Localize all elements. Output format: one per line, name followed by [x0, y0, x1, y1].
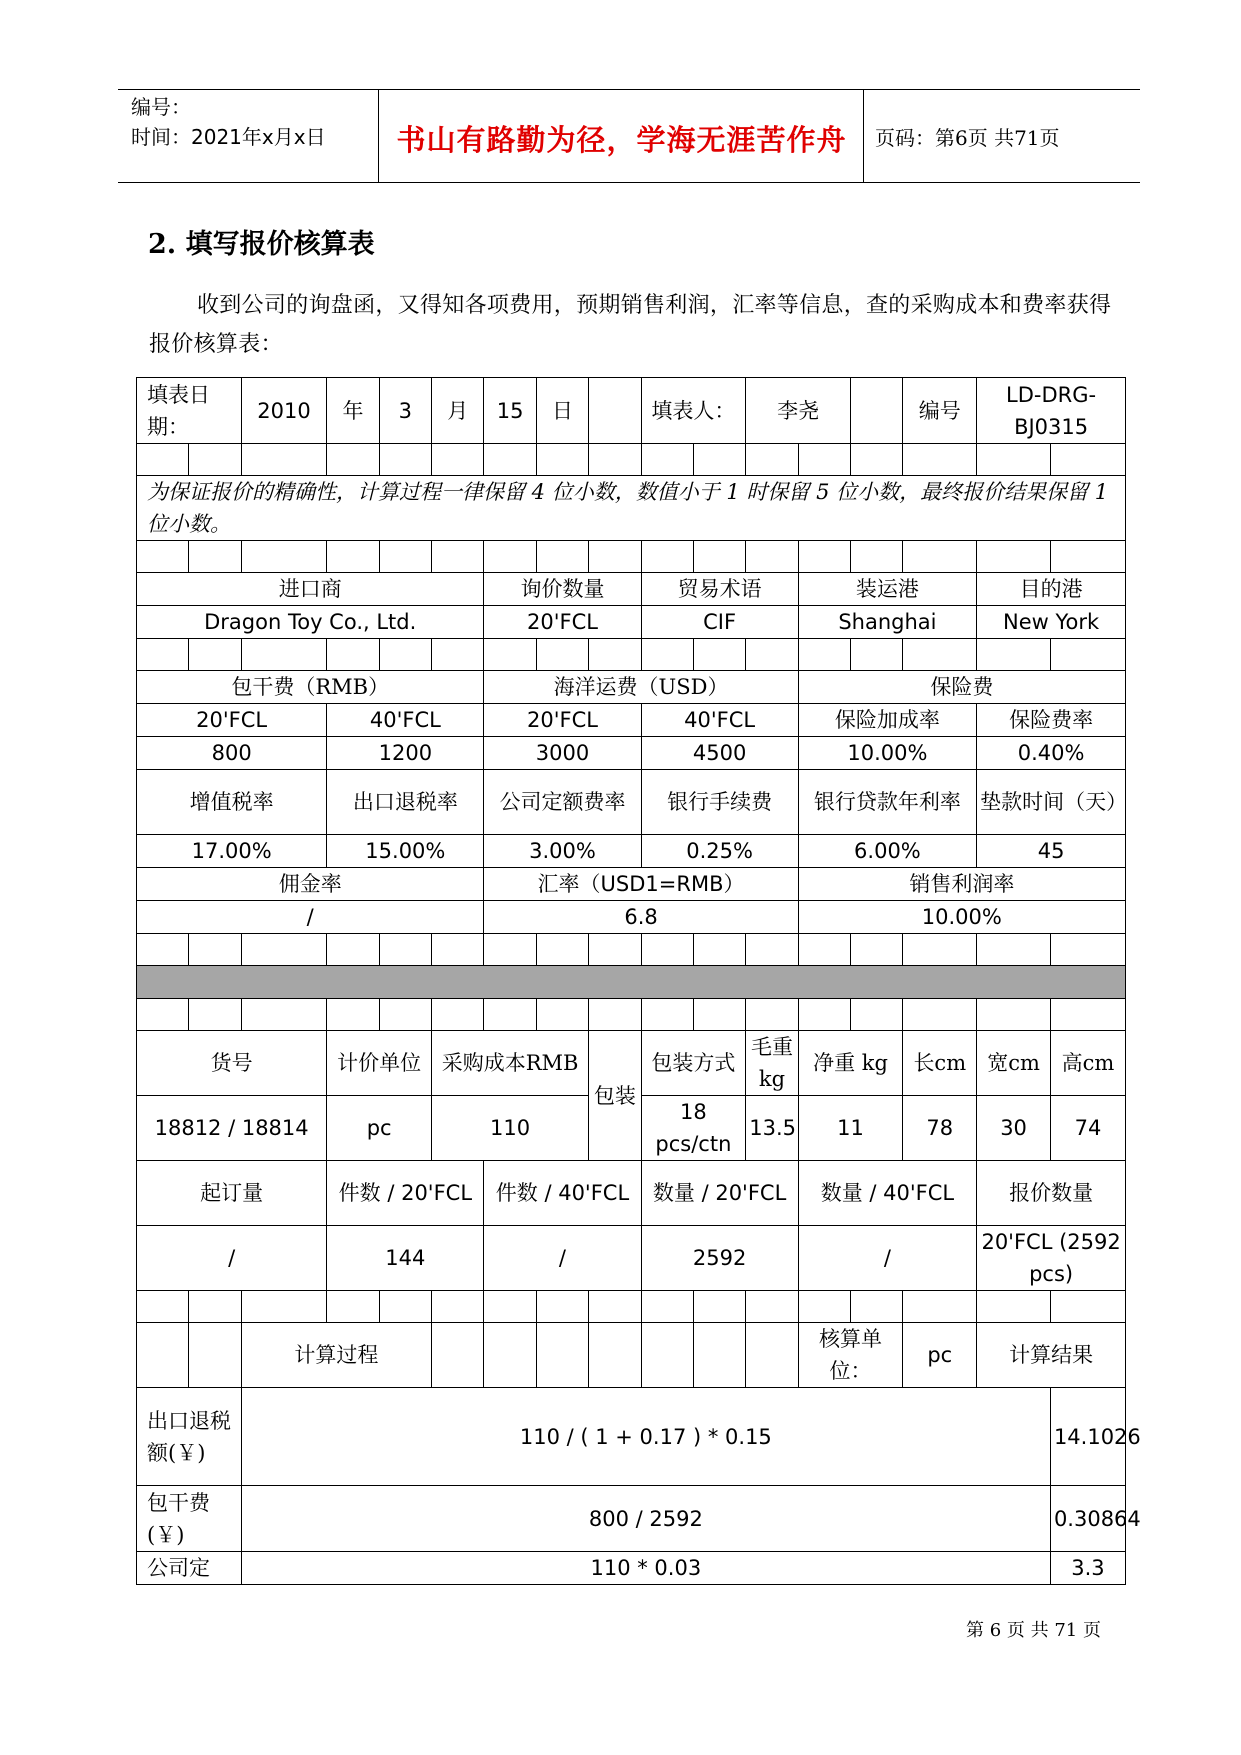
fee-value: 3000 [484, 737, 641, 770]
calc-result: 14.1026 [1050, 1388, 1125, 1486]
calc-item-name: 公司定 [137, 1552, 242, 1585]
qty-header: 数量 / 40'FCL [798, 1161, 977, 1226]
table-row [137, 1161, 1126, 1226]
blank-cell [189, 1323, 241, 1388]
product-value: 30 [977, 1096, 1051, 1161]
month-unit: 月 [432, 378, 484, 444]
destination-value: New York [977, 606, 1126, 639]
blank-cell [693, 1323, 745, 1388]
calc-formula: 800 / 2592 [241, 1486, 1050, 1552]
fee-sub-header: 保险费率 [977, 704, 1126, 737]
calc-formula: 110 * 0.03 [241, 1552, 1050, 1585]
rate-value: 15.00% [327, 835, 484, 868]
product-value: 18 pcs/ctn [641, 1096, 746, 1161]
table-row [137, 1552, 1126, 1585]
table-row [137, 999, 1126, 1031]
trade-header: 装运港 [798, 573, 977, 606]
table-row [137, 1226, 1126, 1291]
product-value: 110 [432, 1096, 589, 1161]
port-of-loading-value: Shanghai [798, 606, 977, 639]
product-value: 78 [903, 1096, 977, 1161]
year-unit: 年 [327, 378, 379, 444]
blank-cell [432, 1323, 484, 1388]
calc-result: 0.30864 [1050, 1486, 1125, 1552]
filler-name: 李尧 [746, 378, 851, 444]
trade-header: 询价数量 [484, 573, 641, 606]
rate-value: 0.25% [641, 835, 798, 868]
profit-rate-value: 10.00% [798, 901, 1125, 934]
product-value: pc [327, 1096, 432, 1161]
table-row [137, 606, 1126, 639]
fee-sub-header: 40'FCL [327, 704, 484, 737]
trade-header: 进口商 [137, 573, 484, 606]
table-row [137, 476, 1126, 541]
commission-value: / [137, 901, 484, 934]
table-row [137, 934, 1126, 966]
section-title: 2. 填写报价核算表 [148, 229, 375, 260]
page-header [118, 89, 1140, 183]
table-row [137, 835, 1126, 868]
blank-cell [484, 1323, 536, 1388]
header-page-number: 页码：第6页 共71页 [875, 126, 1060, 150]
intro-paragraph: 收到公司的询盘函，又得知各项费用，预期销售利润，汇率等信息，查的采购成本和费率获得报价核算表： [149, 293, 1112, 357]
fee-value: 4500 [641, 737, 798, 770]
blank-cell [589, 378, 641, 444]
qty-header: 件数 / 20'FCL [327, 1161, 484, 1226]
product-header: 高cm [1050, 1031, 1125, 1096]
table-row [137, 868, 1126, 901]
table-row [137, 378, 1126, 444]
rate-header: 公司定额费率 [484, 770, 641, 835]
product-header: 包装方式 [641, 1031, 746, 1096]
day-cell: 15 [484, 378, 536, 444]
table-row [137, 444, 1126, 476]
product-header: 计价单位 [327, 1031, 432, 1096]
fee-group-header: 包干费（RMB） [137, 671, 484, 704]
fee-sub-header: 20'FCL [484, 704, 641, 737]
filler-label: 填表人： [641, 378, 746, 444]
table-row [137, 639, 1126, 671]
quotation-table [136, 377, 1141, 1585]
qty-value: / [137, 1226, 327, 1291]
rate-value: 45 [977, 835, 1126, 868]
product-header: 净重 kg [798, 1031, 903, 1096]
rate-header: 增值税率 [137, 770, 327, 835]
trade-term-value: CIF [641, 606, 798, 639]
calc-formula: 110 / ( 1 + 0.17 ) * 0.15 [241, 1388, 1050, 1486]
code-value: LD-DRG-BJ0315 [977, 378, 1126, 444]
fee-value: 10.00% [798, 737, 977, 770]
qty-value: 20'FCL (2592 pcs) [977, 1226, 1126, 1291]
month-cell: 3 [379, 378, 431, 444]
exchange-rate-value: 6.8 [484, 901, 798, 934]
product-header: 包装 [589, 1031, 641, 1161]
product-header: 货号 [137, 1031, 327, 1096]
rate-header: 出口退税率 [327, 770, 484, 835]
qty-header: 数量 / 20'FCL [641, 1161, 798, 1226]
code-label: 编号 [903, 378, 977, 444]
misc-header: 佣金率 [137, 868, 484, 901]
product-value: 13.5 [746, 1096, 798, 1161]
header-divider [863, 90, 864, 182]
table-row [137, 573, 1126, 606]
misc-header: 汇率（USD1=RMB） [484, 868, 798, 901]
precision-note: 为保证报价的精确性，计算过程一律保留 4 位小数，数值小于 1 时保留 5 位小数，最终报价结果保留 1 位小数。 [137, 476, 1126, 541]
table-row [137, 966, 1126, 999]
blank-cell [137, 1323, 189, 1388]
table-row [137, 737, 1126, 770]
calc-item-name: 包干费(￥) [137, 1486, 242, 1552]
trade-header: 目的港 [977, 573, 1126, 606]
calc-result-label: 计算结果 [977, 1323, 1126, 1388]
table-row [137, 671, 1126, 704]
table-row [137, 1031, 1126, 1096]
calc-unit-label: 核算单位： [798, 1323, 903, 1388]
product-header: 采购成本RMB [432, 1031, 589, 1096]
table-row [137, 1388, 1126, 1486]
fee-sub-header: 保险加成率 [798, 704, 977, 737]
page-footer: 第 6 页 共 71 页 [966, 1620, 1101, 1641]
importer-value: Dragon Toy Co., Ltd. [137, 606, 484, 639]
header-motto: 书山有路勤为径，学海无涯苦作舟 [396, 123, 847, 157]
product-value: 74 [1050, 1096, 1125, 1161]
qty-header: 起订量 [137, 1161, 327, 1226]
table-row [137, 1486, 1126, 1552]
calc-process-label: 计算过程 [241, 1323, 431, 1388]
product-header: 宽cm [977, 1031, 1051, 1096]
blank-cell [536, 1323, 588, 1388]
table-row [137, 704, 1126, 737]
fee-sub-header: 40'FCL [641, 704, 798, 737]
product-header: 毛重kg [746, 1031, 798, 1096]
calc-item-name: 出口退税额(￥) [137, 1388, 242, 1486]
table-row [137, 541, 1126, 573]
blank-cell [746, 1323, 798, 1388]
qty-value: / [484, 1226, 641, 1291]
product-value: 18812 / 18814 [137, 1096, 327, 1161]
product-value: 11 [798, 1096, 903, 1161]
rate-header: 垫款时间（天） [977, 770, 1126, 835]
gray-separator [137, 966, 1126, 999]
header-divider [378, 90, 379, 182]
calc-unit: pc [903, 1323, 977, 1388]
qty-value: / [798, 1226, 977, 1291]
blank-cell [641, 1323, 693, 1388]
rate-value: 17.00% [137, 835, 327, 868]
day-unit: 日 [536, 378, 588, 444]
fee-group-header: 保险费 [798, 671, 1125, 704]
qty-value: 2592 [641, 1226, 798, 1291]
misc-header: 销售利润率 [798, 868, 1125, 901]
header-left [131, 92, 326, 152]
fee-value: 1200 [327, 737, 484, 770]
time-label: 时间：2021年x月x日 [131, 125, 326, 149]
qty-value: 144 [327, 1226, 484, 1291]
blank-cell [851, 378, 903, 444]
rate-value: 6.00% [798, 835, 977, 868]
year-cell: 2010 [241, 378, 327, 444]
blank-cell [589, 1323, 641, 1388]
table-row [137, 1323, 1126, 1388]
fee-group-header: 海洋运费（USD） [484, 671, 798, 704]
rate-header: 银行贷款年利率 [798, 770, 977, 835]
inquiry-qty-value: 20'FCL [484, 606, 641, 639]
number-label: 编号： [131, 95, 191, 119]
table-row [137, 1291, 1126, 1323]
fill-date-label: 填表日期： [137, 378, 242, 444]
product-header: 长cm [903, 1031, 977, 1096]
rate-header: 银行手续费 [641, 770, 798, 835]
table-row [137, 770, 1126, 835]
qty-header: 报价数量 [977, 1161, 1126, 1226]
rate-value: 3.00% [484, 835, 641, 868]
trade-header: 贸易术语 [641, 573, 798, 606]
calc-result: 3.3 [1050, 1552, 1125, 1585]
fee-value: 0.40% [977, 737, 1126, 770]
fee-sub-header: 20'FCL [137, 704, 327, 737]
fee-value: 800 [137, 737, 327, 770]
qty-header: 件数 / 40'FCL [484, 1161, 641, 1226]
table-row [137, 901, 1126, 934]
